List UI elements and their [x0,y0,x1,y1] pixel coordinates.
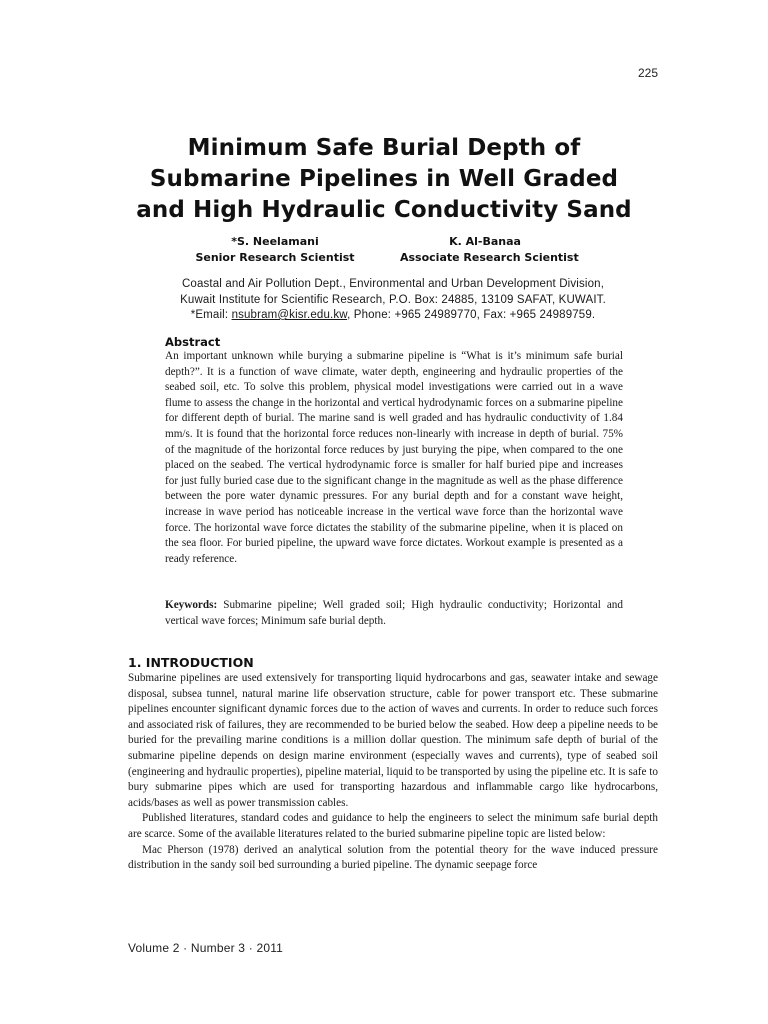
keywords-text: Submarine pipeline; Well graded soil; High hydraulic conductivity; Horizontal and vertical wave forces; Minimum safe burial depth. [165,599,623,627]
page-number: 225 [637,66,658,80]
contact-line [128,308,658,324]
abstract-heading: Abstract [165,335,221,349]
contact-suffix: , Phone: +965 24989770, Fax: +965 24989759. [347,309,596,321]
email-link[interactable]: nsubram@kisr.edu.kw [231,309,348,321]
author-block [190,234,590,268]
affiliation-line: Coastal and Air Pollution Dept., Environmental and Urban Development Division, [181,278,605,290]
section-heading-introduction: 1. INTRODUCTION [128,655,254,670]
author-role: Associate Research Scientist [400,251,579,264]
paragraph: Mac Pherson (1978) derived an analytical solution from the potential theory for the wave induced pressure distribution in the sandy soil bed surrounding a buried pipeline. The dynamic seepage force [128,843,658,872]
paragraph: Submarine pipelines are used extensively for transporting liquid hydrocarbons and gas, seawater intake and sewage disposal, subsea tunnel, natural marine life observation structure, cable for power transport etc. These submarine pipelines encounter significant dynamic forces due to the action of waves and currents. In order to reduce such forces and associated risk of failures, they are recommended to be buried below the seabed. How deep a pipeline needs to be buried for the prevailing marine conditions is a million dollar question. The minimum safe depth of burial of the submarine pipeline depends on design marine environment (especially waves and currents), type of seabed soil (engineering and hydraulic properties), pipeline material, liquid to be transported by using the pipeline etc. It is safe to bury submarine pipes which are used for transporting hazardous and inflammable cargo like hydrocarbons, acids/bases as well as power transmission cables. [128,672,658,809]
keywords-label: Keywords: [165,599,218,611]
title-line: Minimum Safe Burial Depth of [187,135,581,161]
paragraph: Published literatures, standard codes and guidance to help the engineers to select the minimum safe burial depth are scarce. Some of the available literatures related to the buried submarine pipeline topic are listed below: [128,812,658,840]
author-name: *S. Neelamani [231,235,319,248]
author-1 [190,234,360,266]
affiliation-line: Kuwait Institute for Scientific Research, P.O. Box: 24885, 13109 SAFAT, KUWAIT. [180,293,606,306]
abstract-text: An important unknown while burying a submarine pipeline is “What is it’s minimum safe burial depth?”. It is a function of wave climate, water depth, engineering and hydraulic properties of the seabed soil, etc. To solve this problem, physical model investigations were carried out in a wave flume to assess the change in the horizontal and vertical hydrodynamic forces on a submarine pipeline for different depth of burial. The marine sand is well graded and has hydraulic conductivity of 1.84 mm/s. It is found that the horizontal force reduces non-linearly with increase in depth of burial. 75% of the magnitude of the horizontal force reduces by just burying the pipe, when compared to the one placed on the seabed. The vertical hydrodynamic force is smaller for half buried pipe and increases for just fully buried case due to the significant change in the magnitude as well as the phase difference between the pore water dynamic pressures. For any burial depth and for a constant wave height, increase in wave period has noticeable increase in the vertical wave force than the horizontal wave force. The horizontal wave force dictates the stability of the submarine pipeline, when it is placed on the sea floor. For buried pipeline, the upward wave force dictates. Workout example is presented as a ready reference. [165,350,623,565]
author-name: K. Al-Banaa [449,235,521,248]
paper-title [100,133,668,226]
journal-footer: Volume 2 · Number 3 · 2011 [128,941,284,955]
affiliation [128,277,658,324]
title-line: and High Hydraulic Conductivity Sand [136,197,632,223]
email-prefix: *Email: [190,309,232,321]
title-line: Submarine Pipelines in Well Graded [149,166,619,192]
author-role: Senior Research Scientist [195,251,355,264]
keywords [165,598,623,629]
author-2 [400,234,579,266]
introduction-body [128,671,658,874]
